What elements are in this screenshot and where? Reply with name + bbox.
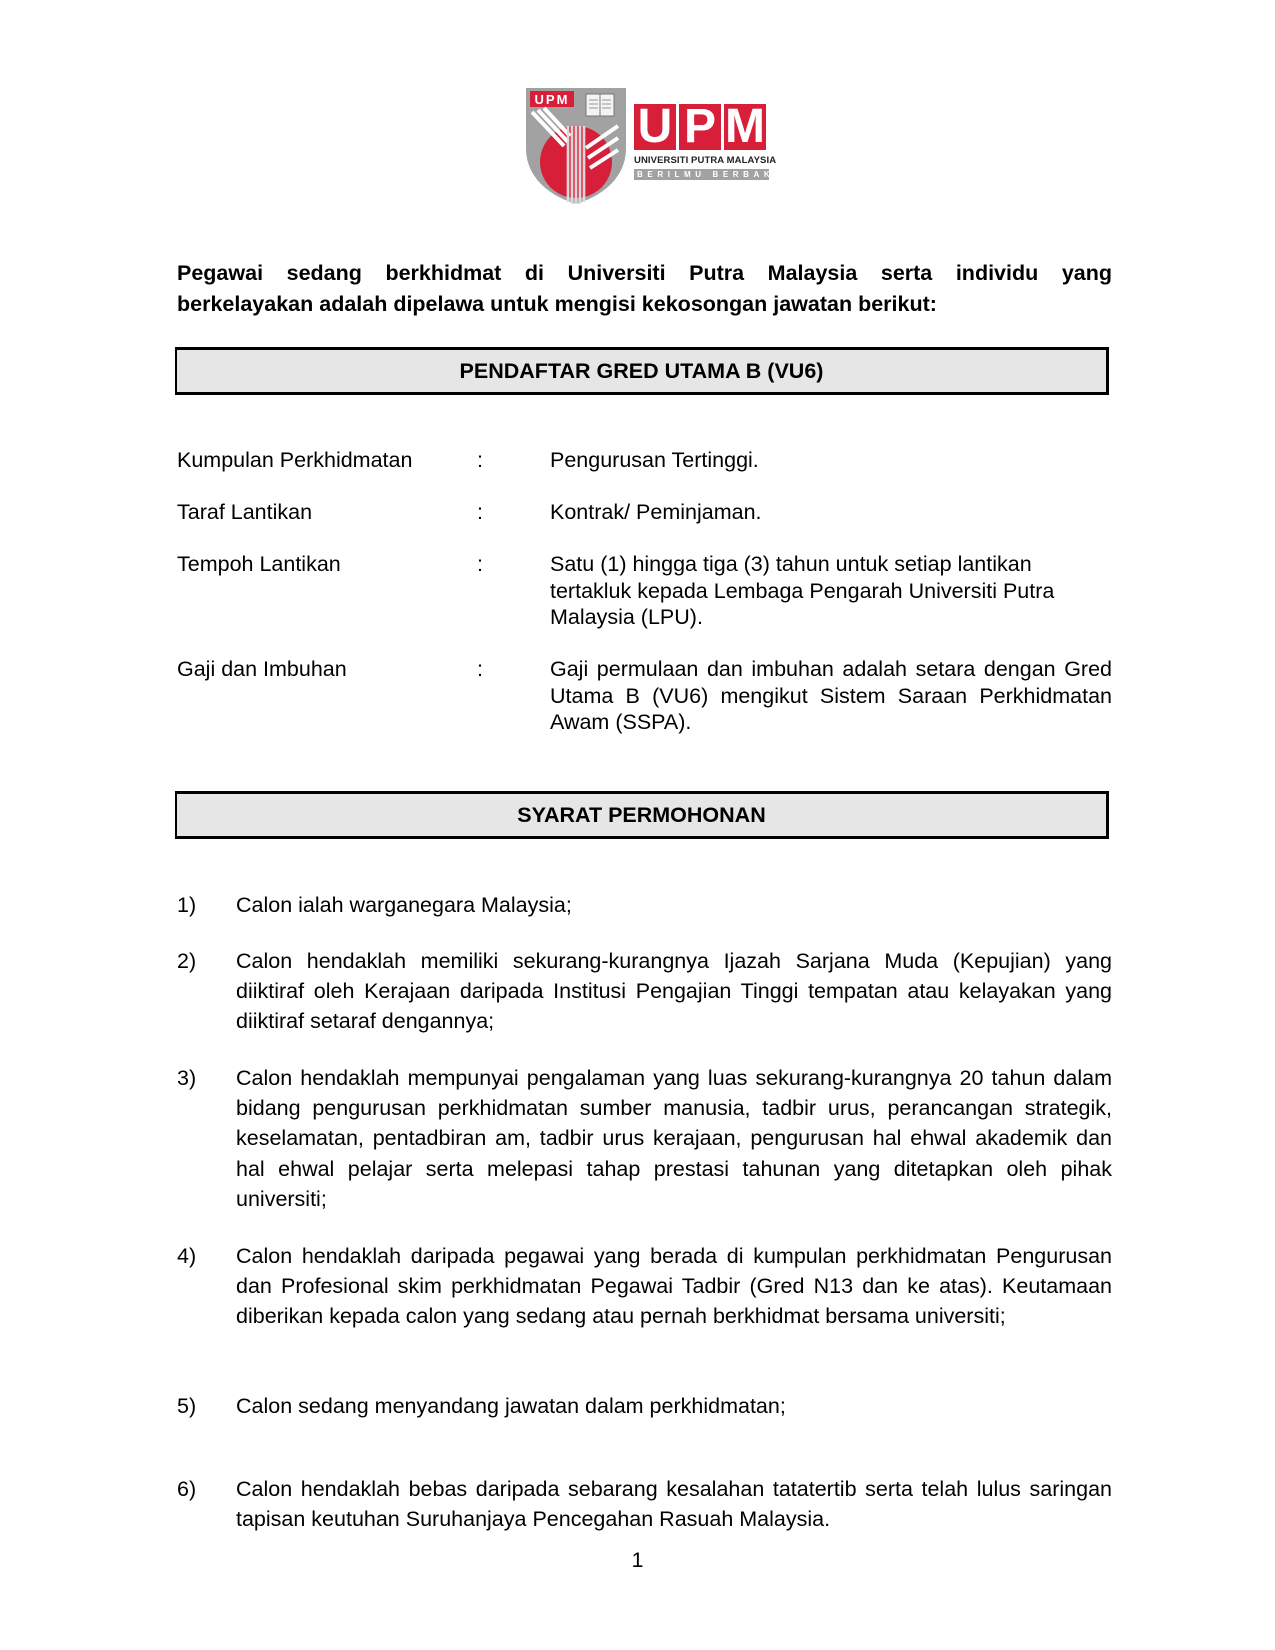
detail-label: Tempoh Lantikan: [177, 552, 341, 576]
svg-text:UPM: UPM: [534, 92, 570, 107]
wordmark-letter: P: [679, 104, 721, 150]
requirement-text: Calon hendaklah daripada pegawai yang berada di kumpulan perkhidmatan Pengurusan dan Profesional skim perkhidmatan Pegawai Tadbir (Gred N13 dan ke atas). Keutamaan diberikan kepada calon yang sedang atau pernah berkhidmat bersama universiti;: [236, 1244, 1112, 1329]
requirements-title-box: [175, 791, 1109, 839]
requirement-text: Calon hendaklah memiliki sekurang-kurangnya Ijazah Sarjana Muda (Kepujian) yang diiktiraf oleh Kerajaan daripada Institusi Pengajian Tinggi tempatan atau kelayakan yang diiktiraf setaraf dengannya;: [236, 949, 1112, 1034]
requirement-text: Calon ialah warganegara Malaysia;: [236, 893, 572, 917]
university-name: UNIVERSITI PUTRA MALAYSIA: [634, 155, 777, 166]
position-title-box: [175, 347, 1109, 395]
detail-label: Gaji dan Imbuhan: [177, 657, 347, 681]
detail-separator: :: [477, 448, 483, 472]
intro-line-1: Pegawai sedang berkhidmat di Universiti Putra Malaysia serta individu yang: [177, 261, 1112, 285]
page-number: 1: [631, 1548, 644, 1572]
requirement-number: 5): [177, 1394, 197, 1418]
detail-value: Satu (1) hingga tiga (3) tahun untuk setiap lantikan tertakluk kepada Lembaga Pengarah Universiti Putra Malaysia (LPU).: [550, 552, 1055, 629]
requirement-number: 3): [177, 1066, 197, 1090]
position-title: PENDAFTAR GRED UTAMA B (VU6): [459, 358, 824, 383]
detail-value: Pengurusan Tertinggi.: [550, 448, 759, 472]
detail-separator: :: [477, 657, 483, 681]
detail-value: Kontrak/ Peminjaman.: [550, 500, 762, 524]
wordmark-letter: M: [725, 100, 765, 153]
detail-label: Taraf Lantikan: [177, 500, 313, 524]
detail-separator: :: [477, 500, 483, 524]
university-motto: BERILMU BERBAKTI: [634, 169, 769, 180]
detail-separator: :: [477, 552, 483, 576]
detail-label: Kumpulan Perkhidmatan: [177, 448, 413, 472]
requirement-text: Calon hendaklah mempunyai pengalaman yang luas sekurang-kurangnya 20 tahun dalam bidang pengurusan perkhidmatan sumber manusia, tadbir urus, perancangan strategik, keselamatan, pentadbiran am, tadbir urus kerajaan, pengurusan hal ehwal akademik dan hal ehwal pelajar serta melepasi tahap prestasi tahunan yang ditetapkan oleh pihak universiti;: [236, 1066, 1112, 1211]
intro-paragraph: [177, 258, 1112, 320]
intro-line-2: berkelayakan adalah dipelawa untuk mengisi kekosongan jawatan berikut:: [177, 292, 937, 316]
detail-value: Gaji permulaan dan imbuhan adalah setara dengan Gred Utama B (VU6) mengikut Sistem Saraan Perkhidmatan Awam (SSPA).: [550, 657, 1112, 734]
upm-shield-icon: [524, 86, 628, 206]
requirement-text: Calon hendaklah bebas daripada sebarang kesalahan tatatertib serta telah lulus saringan tapisan keutuhan Suruhanjaya Pencegahan Rasuah Malaysia.: [236, 1477, 1112, 1532]
requirement-number: 2): [177, 949, 197, 973]
requirement-number: 1): [177, 893, 197, 917]
wordmark-letter: U: [634, 104, 676, 150]
upm-wordmark: [634, 100, 791, 180]
requirement-number: 4): [177, 1244, 197, 1268]
requirements-title: SYARAT PERMOHONAN: [517, 802, 766, 827]
requirement-text: Calon sedang menyandang jawatan dalam perkhidmatan;: [236, 1394, 786, 1418]
upm-logo: [524, 86, 791, 206]
requirement-number: 6): [177, 1477, 197, 1501]
